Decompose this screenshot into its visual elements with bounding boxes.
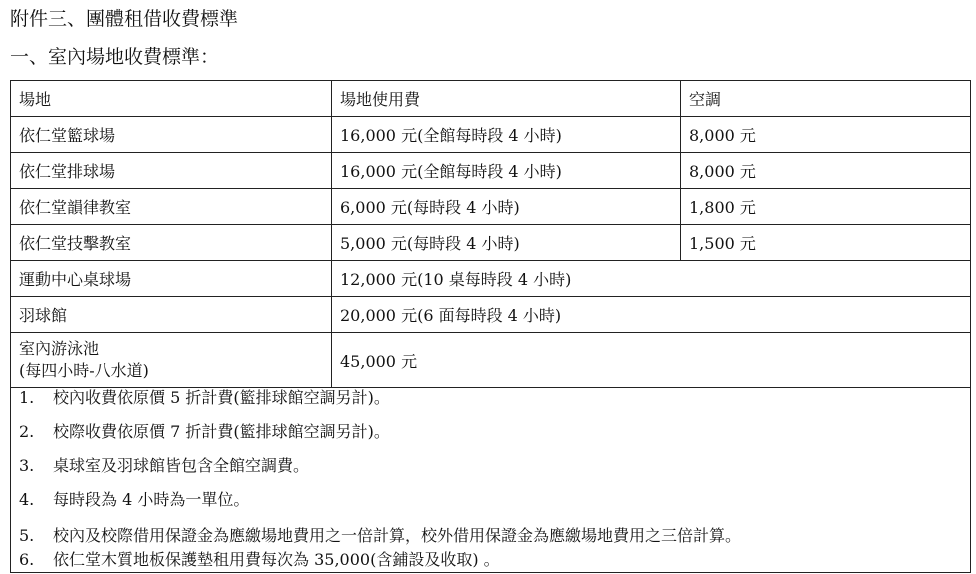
note-item <box>19 487 249 510</box>
venue-cell: 羽球館 <box>11 297 332 333</box>
note-item <box>19 453 309 476</box>
note-text: 每時段為 4 小時為一單位。 <box>53 490 250 509</box>
fee-table <box>10 80 971 388</box>
note-number: 2. <box>19 422 35 441</box>
table-header-row <box>11 81 971 117</box>
table-row <box>11 189 971 225</box>
note-text: 依仁堂木質地板保護墊租用費每次為 35,000(含鋪設及收取) 。 <box>53 550 500 569</box>
header-fee: 場地使用費 <box>332 81 681 117</box>
note-item <box>19 419 390 442</box>
table-row <box>11 297 971 333</box>
fee-cell: 16,000 元(全館每時段 4 小時) <box>332 117 681 153</box>
note-number: 6. <box>19 550 35 569</box>
ac-cell: 1,800 元 <box>681 189 971 225</box>
venue-name: 室內游泳池 <box>19 339 100 358</box>
venue-cell: 運動中心桌球場 <box>11 261 332 297</box>
fee-cell: 45,000 元 <box>332 333 971 388</box>
ac-cell: 8,000 元 <box>681 153 971 189</box>
header-venue: 場地 <box>11 81 332 117</box>
fee-cell: 16,000 元(全館每時段 4 小時) <box>332 153 681 189</box>
notes-box <box>10 373 971 573</box>
venue-cell: 依仁堂排球場 <box>11 153 332 189</box>
note-number: 3. <box>19 456 35 475</box>
note-item <box>19 385 390 408</box>
header-ac: 空調 <box>681 81 971 117</box>
venue-cell: 依仁堂技擊教室 <box>11 225 332 261</box>
note-text: 校內及校際借用保證金為應繳場地費用之一倍計算，校外借用保證金為應繳場地費用之三倍計算。 <box>53 526 742 545</box>
section-title: 一、室內場地收費標準： <box>10 46 220 68</box>
note-number: 5. <box>19 526 35 545</box>
note-number: 4. <box>19 490 35 509</box>
venue-cell: 依仁堂籃球場 <box>11 117 332 153</box>
fee-cell: 6,000 元(每時段 4 小時) <box>332 189 681 225</box>
note-text: 校際收費依原價 7 折計費(籃排球館空調另計)。 <box>53 422 390 441</box>
venue-detail: (每四小時-八水道) <box>19 361 149 380</box>
table-row <box>11 261 971 297</box>
note-item <box>19 547 500 570</box>
note-text: 桌球室及羽球館皆包含全館空調費。 <box>53 456 310 475</box>
ac-cell: 1,500 元 <box>681 225 971 261</box>
note-text: 校內收費依原價 5 折計費(籃排球館空調另計)。 <box>53 388 390 407</box>
table-row <box>11 153 971 189</box>
attachment-title: 附件三、團體租借收費標準 <box>10 8 239 30</box>
note-number: 1. <box>19 388 35 407</box>
table-row <box>11 117 971 153</box>
ac-cell: 8,000 元 <box>681 117 971 153</box>
table-row <box>11 225 971 261</box>
note-item <box>19 523 741 546</box>
venue-cell: 依仁堂韻律教室 <box>11 189 332 225</box>
fee-cell: 20,000 元(6 面每時段 4 小時) <box>332 297 971 333</box>
fee-cell: 12,000 元(10 桌每時段 4 小時) <box>332 261 971 297</box>
fee-cell: 5,000 元(每時段 4 小時) <box>332 225 681 261</box>
